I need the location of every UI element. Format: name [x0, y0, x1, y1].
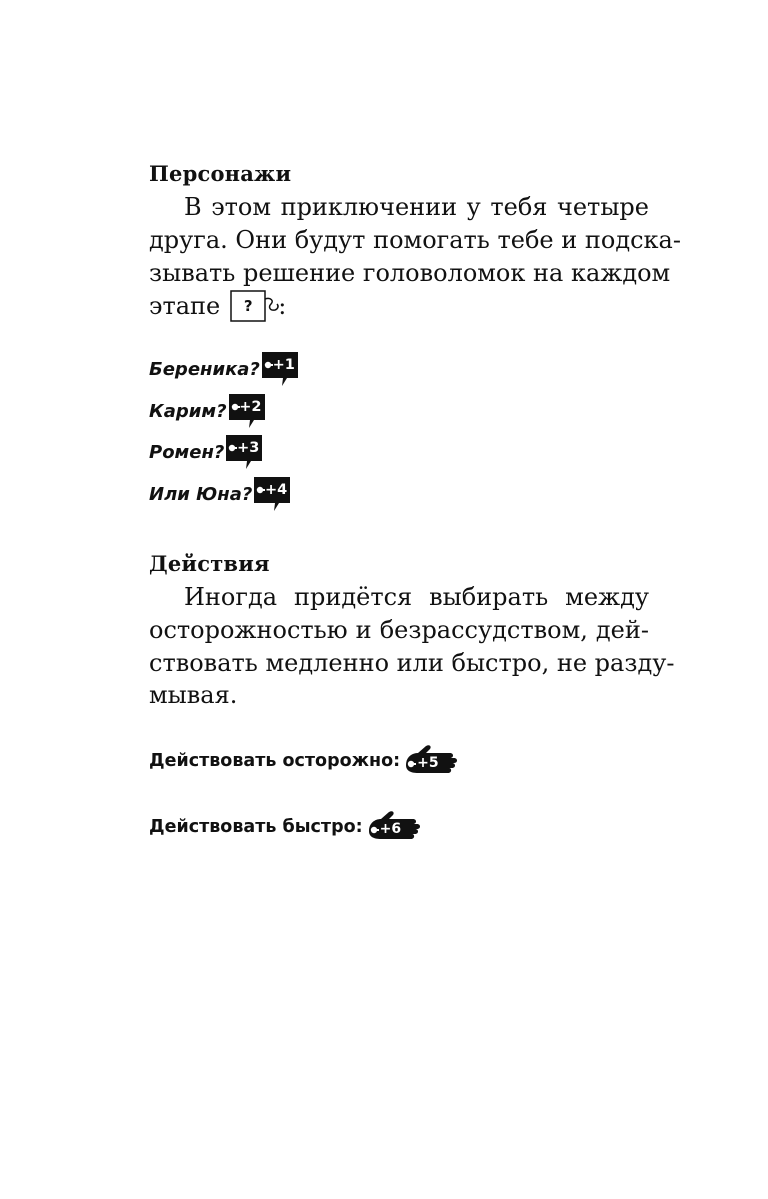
paragraph-line: мывая.: [149, 681, 238, 709]
paragraph-line-with-icon: [149, 289, 649, 323]
badge-number: +4: [265, 482, 288, 498]
speech-bubble-badge-icon: [226, 435, 262, 469]
character-row: [149, 435, 262, 469]
badge-number: +2: [239, 399, 262, 415]
hand-badge-icon: [367, 809, 423, 845]
badge-number: +3: [237, 440, 260, 456]
paragraph-line: осторожностью и безрассудством, дей-: [149, 616, 649, 644]
character-row: [149, 394, 265, 428]
puzzle-question-mark: ?: [243, 297, 253, 315]
badge-number: +5: [417, 755, 439, 771]
paragraph-line: друга. Они будут помогать тебе и подска-: [149, 226, 681, 254]
paragraph-line: Иногда придётся выбирать между: [184, 583, 649, 611]
section-heading-characters: Персонажи: [149, 161, 292, 186]
speech-bubble-badge-icon: [262, 352, 298, 386]
character-row: [149, 352, 298, 386]
character-name: Или Юна?: [149, 483, 253, 505]
puzzle-piece-icon: [228, 289, 287, 323]
paragraph-line: В этом приключении у тебя четыре: [184, 193, 649, 221]
character-name: Береника?: [149, 358, 260, 380]
badge-number: +1: [272, 357, 295, 373]
paragraph-line: ствовать медленно или быстро, не разду-: [149, 649, 675, 677]
action-row: [149, 741, 460, 781]
badge-number: +6: [379, 821, 402, 837]
speech-bubble-badge-icon: [229, 394, 265, 428]
paragraph-line-text: этапе: [149, 292, 221, 320]
action-row: [149, 807, 423, 847]
section-heading-actions: Действия: [149, 551, 270, 576]
hand-badge-icon: [404, 743, 460, 779]
character-name: Карим?: [149, 400, 227, 422]
speech-bubble-badge-icon: [254, 477, 290, 511]
paragraph-line: зывать решение головоломок на каждом: [149, 259, 671, 287]
character-name: Ромен?: [149, 441, 225, 463]
character-row: [149, 477, 290, 511]
paragraph-colon: :: [278, 292, 287, 320]
action-label: Действовать быстро:: [149, 817, 363, 837]
action-label: Действовать осторожно:: [149, 751, 401, 771]
